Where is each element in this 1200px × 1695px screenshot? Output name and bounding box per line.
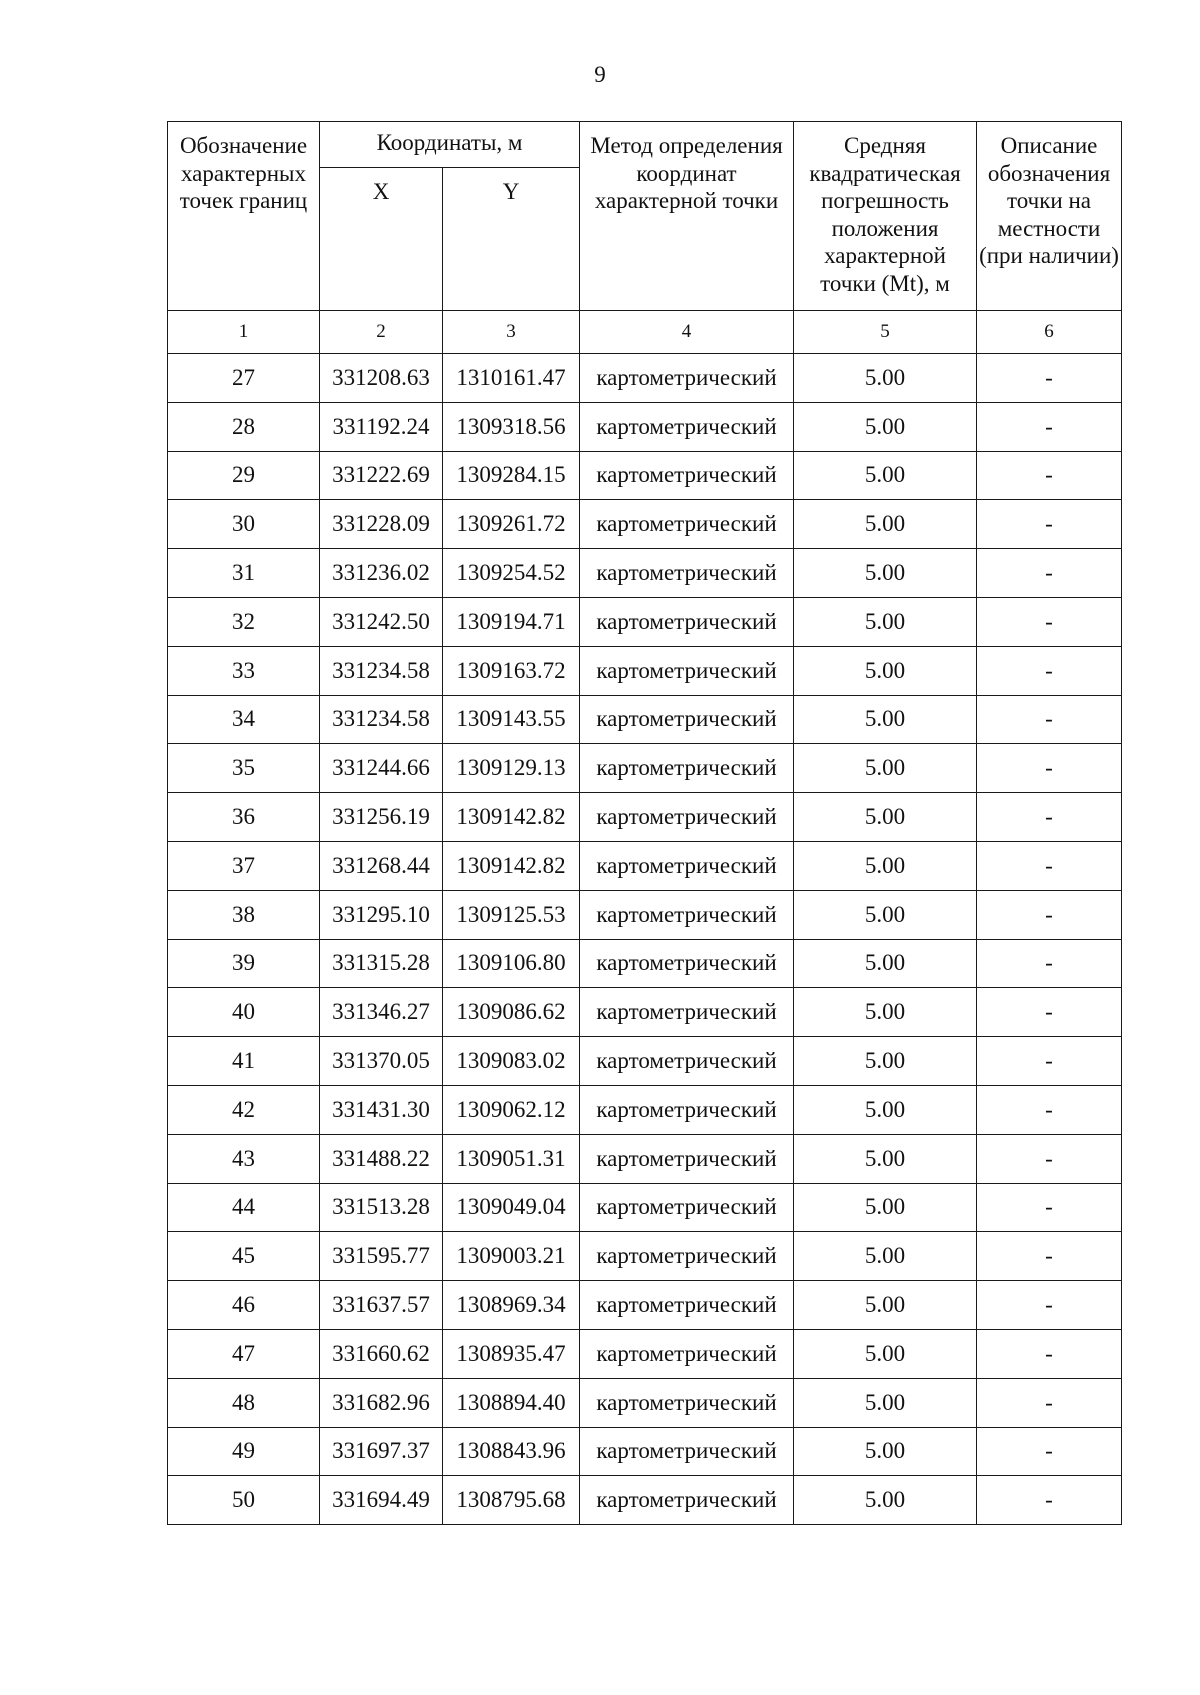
cell-y: 1309284.15: [443, 451, 580, 500]
column-number: 1: [168, 311, 320, 354]
table-row: [168, 549, 1122, 598]
cell-point: 33: [168, 646, 320, 695]
cell-x: 331346.27: [320, 988, 443, 1037]
cell-method: картометрический: [580, 1329, 794, 1378]
table-row: [168, 1183, 1122, 1232]
cell-point: 29: [168, 451, 320, 500]
cell-description: -: [977, 695, 1122, 744]
cell-error: 5.00: [794, 451, 977, 500]
cell-x: 331488.22: [320, 1134, 443, 1183]
cell-y: 1309143.55: [443, 695, 580, 744]
cell-description: -: [977, 1427, 1122, 1476]
cell-method: картометрический: [580, 1281, 794, 1330]
cell-method: картометрический: [580, 988, 794, 1037]
cell-y: 1308969.34: [443, 1281, 580, 1330]
cell-x: 331315.28: [320, 939, 443, 988]
cell-description: -: [977, 1329, 1122, 1378]
header-y: Y: [443, 168, 580, 311]
cell-error: 5.00: [794, 1037, 977, 1086]
table-row: [168, 1232, 1122, 1281]
table-row: [168, 793, 1122, 842]
table-row: [168, 1427, 1122, 1476]
cell-x: 331208.63: [320, 354, 443, 403]
cell-description: -: [977, 597, 1122, 646]
cell-error: 5.00: [794, 549, 977, 598]
page-number: 9: [594, 62, 606, 87]
cell-method: картометрический: [580, 402, 794, 451]
table-row: [168, 841, 1122, 890]
table-body: [168, 311, 1122, 1525]
cell-error: 5.00: [794, 646, 977, 695]
cell-method: картометрический: [580, 549, 794, 598]
table-header: [168, 122, 1122, 311]
cell-y: 1309106.80: [443, 939, 580, 988]
cell-error: 5.00: [794, 1476, 977, 1525]
cell-description: -: [977, 890, 1122, 939]
column-numbers-row: [168, 311, 1122, 354]
cell-description: -: [977, 500, 1122, 549]
cell-point: 28: [168, 402, 320, 451]
cell-method: картометрический: [580, 1134, 794, 1183]
cell-description: -: [977, 646, 1122, 695]
cell-y: 1309261.72: [443, 500, 580, 549]
cell-description: -: [977, 1232, 1122, 1281]
cell-description: -: [977, 1378, 1122, 1427]
cell-point: 47: [168, 1329, 320, 1378]
cell-error: 5.00: [794, 1281, 977, 1330]
cell-description: -: [977, 1476, 1122, 1525]
cell-error: 5.00: [794, 1427, 977, 1476]
cell-y: 1309049.04: [443, 1183, 580, 1232]
cell-description: -: [977, 1183, 1122, 1232]
cell-point: 34: [168, 695, 320, 744]
cell-y: 1309318.56: [443, 402, 580, 451]
cell-y: 1308795.68: [443, 1476, 580, 1525]
cell-x: 331694.49: [320, 1476, 443, 1525]
header-x: X: [320, 168, 443, 311]
cell-description: -: [977, 402, 1122, 451]
cell-y: 1309062.12: [443, 1085, 580, 1134]
cell-x: 331682.96: [320, 1378, 443, 1427]
cell-point: 36: [168, 793, 320, 842]
cell-x: 331244.66: [320, 744, 443, 793]
cell-y: 1309194.71: [443, 597, 580, 646]
cell-point: 48: [168, 1378, 320, 1427]
cell-description: -: [977, 939, 1122, 988]
cell-method: картометрический: [580, 793, 794, 842]
cell-description: -: [977, 1281, 1122, 1330]
cell-method: картометрический: [580, 695, 794, 744]
cell-method: картометрический: [580, 1183, 794, 1232]
cell-error: 5.00: [794, 695, 977, 744]
cell-point: 44: [168, 1183, 320, 1232]
table-row: [168, 695, 1122, 744]
cell-description: -: [977, 1037, 1122, 1086]
cell-error: 5.00: [794, 1232, 977, 1281]
cell-y: 1309051.31: [443, 1134, 580, 1183]
cell-error: 5.00: [794, 354, 977, 403]
cell-x: 331637.57: [320, 1281, 443, 1330]
cell-error: 5.00: [794, 841, 977, 890]
cell-x: 331697.37: [320, 1427, 443, 1476]
cell-y: 1309142.82: [443, 841, 580, 890]
cell-point: 31: [168, 549, 320, 598]
table-row: [168, 1329, 1122, 1378]
column-number: 5: [794, 311, 977, 354]
cell-x: 331234.58: [320, 695, 443, 744]
cell-x: 331192.24: [320, 402, 443, 451]
cell-point: 39: [168, 939, 320, 988]
cell-point: 35: [168, 744, 320, 793]
cell-description: -: [977, 1134, 1122, 1183]
header-coordinates: Координаты, м: [320, 122, 580, 168]
table-row: [168, 597, 1122, 646]
cell-description: -: [977, 549, 1122, 598]
table-row: [168, 500, 1122, 549]
cell-y: 1310161.47: [443, 354, 580, 403]
cell-point: 46: [168, 1281, 320, 1330]
cell-method: картометрический: [580, 597, 794, 646]
cell-point: 42: [168, 1085, 320, 1134]
table-row: [168, 646, 1122, 695]
cell-point: 49: [168, 1427, 320, 1476]
boundary-points-table: [167, 121, 1122, 1525]
cell-error: 5.00: [794, 1183, 977, 1232]
cell-description: -: [977, 793, 1122, 842]
cell-method: картометрический: [580, 939, 794, 988]
table-row: [168, 1378, 1122, 1427]
cell-point: 30: [168, 500, 320, 549]
cell-error: 5.00: [794, 402, 977, 451]
cell-method: картометрический: [580, 1232, 794, 1281]
cell-description: -: [977, 1085, 1122, 1134]
cell-error: 5.00: [794, 890, 977, 939]
cell-method: картометрический: [580, 500, 794, 549]
cell-error: 5.00: [794, 793, 977, 842]
table-row: [168, 354, 1122, 403]
column-number: 6: [977, 311, 1122, 354]
cell-y: 1309086.62: [443, 988, 580, 1037]
table-row: [168, 402, 1122, 451]
cell-method: картометрический: [580, 646, 794, 695]
cell-description: -: [977, 744, 1122, 793]
cell-method: картометрический: [580, 1378, 794, 1427]
cell-point: 32: [168, 597, 320, 646]
cell-x: 331431.30: [320, 1085, 443, 1134]
cell-point: 41: [168, 1037, 320, 1086]
cell-x: 331660.62: [320, 1329, 443, 1378]
cell-x: 331228.09: [320, 500, 443, 549]
cell-point: 27: [168, 354, 320, 403]
cell-method: картометрический: [580, 354, 794, 403]
cell-x: 331236.02: [320, 549, 443, 598]
header-error: Средняя квадратическая погрешность положения характерной точки (Mt), м: [794, 122, 977, 311]
cell-error: 5.00: [794, 1134, 977, 1183]
cell-error: 5.00: [794, 597, 977, 646]
cell-y: 1309163.72: [443, 646, 580, 695]
cell-point: 40: [168, 988, 320, 1037]
cell-error: 5.00: [794, 1378, 977, 1427]
cell-method: картометрический: [580, 744, 794, 793]
table-row: [168, 744, 1122, 793]
cell-x: 331268.44: [320, 841, 443, 890]
cell-y: 1309003.21: [443, 1232, 580, 1281]
table-row: [168, 988, 1122, 1037]
cell-error: 5.00: [794, 744, 977, 793]
cell-method: картометрический: [580, 1427, 794, 1476]
cell-y: 1308935.47: [443, 1329, 580, 1378]
table-row: [168, 939, 1122, 988]
table-row: [168, 1037, 1122, 1086]
cell-method: картометрический: [580, 841, 794, 890]
cell-description: -: [977, 451, 1122, 500]
cell-method: картометрический: [580, 1037, 794, 1086]
cell-error: 5.00: [794, 1329, 977, 1378]
cell-y: 1309125.53: [443, 890, 580, 939]
header-method: Метод определения координат характерной точки: [580, 122, 794, 311]
cell-y: 1309254.52: [443, 549, 580, 598]
table-row: [168, 1134, 1122, 1183]
cell-method: картометрический: [580, 451, 794, 500]
cell-y: 1309083.02: [443, 1037, 580, 1086]
column-number: 4: [580, 311, 794, 354]
table-row: [168, 451, 1122, 500]
cell-x: 331222.69: [320, 451, 443, 500]
cell-description: -: [977, 354, 1122, 403]
cell-point: 45: [168, 1232, 320, 1281]
cell-description: -: [977, 988, 1122, 1037]
cell-point: 37: [168, 841, 320, 890]
cell-error: 5.00: [794, 1085, 977, 1134]
cell-error: 5.00: [794, 988, 977, 1037]
cell-x: 331256.19: [320, 793, 443, 842]
cell-error: 5.00: [794, 939, 977, 988]
cell-method: картометрический: [580, 1476, 794, 1525]
header-description: Описание обозначения точки на местности (при наличии): [977, 122, 1122, 311]
cell-x: 331242.50: [320, 597, 443, 646]
cell-point: 43: [168, 1134, 320, 1183]
table-row: [168, 1476, 1122, 1525]
cell-point: 50: [168, 1476, 320, 1525]
cell-x: 331513.28: [320, 1183, 443, 1232]
header-point: Обозначение характерных точек границ: [168, 122, 320, 311]
cell-x: 331595.77: [320, 1232, 443, 1281]
table-row: [168, 1085, 1122, 1134]
column-number: 3: [443, 311, 580, 354]
cell-error: 5.00: [794, 500, 977, 549]
cell-y: 1309129.13: [443, 744, 580, 793]
cell-x: 331295.10: [320, 890, 443, 939]
column-number: 2: [320, 311, 443, 354]
cell-description: -: [977, 841, 1122, 890]
cell-y: 1309142.82: [443, 793, 580, 842]
cell-method: картометрический: [580, 890, 794, 939]
table-row: [168, 1281, 1122, 1330]
table-row: [168, 890, 1122, 939]
cell-x: 331234.58: [320, 646, 443, 695]
cell-point: 38: [168, 890, 320, 939]
cell-x: 331370.05: [320, 1037, 443, 1086]
cell-y: 1308894.40: [443, 1378, 580, 1427]
cell-method: картометрический: [580, 1085, 794, 1134]
cell-y: 1308843.96: [443, 1427, 580, 1476]
